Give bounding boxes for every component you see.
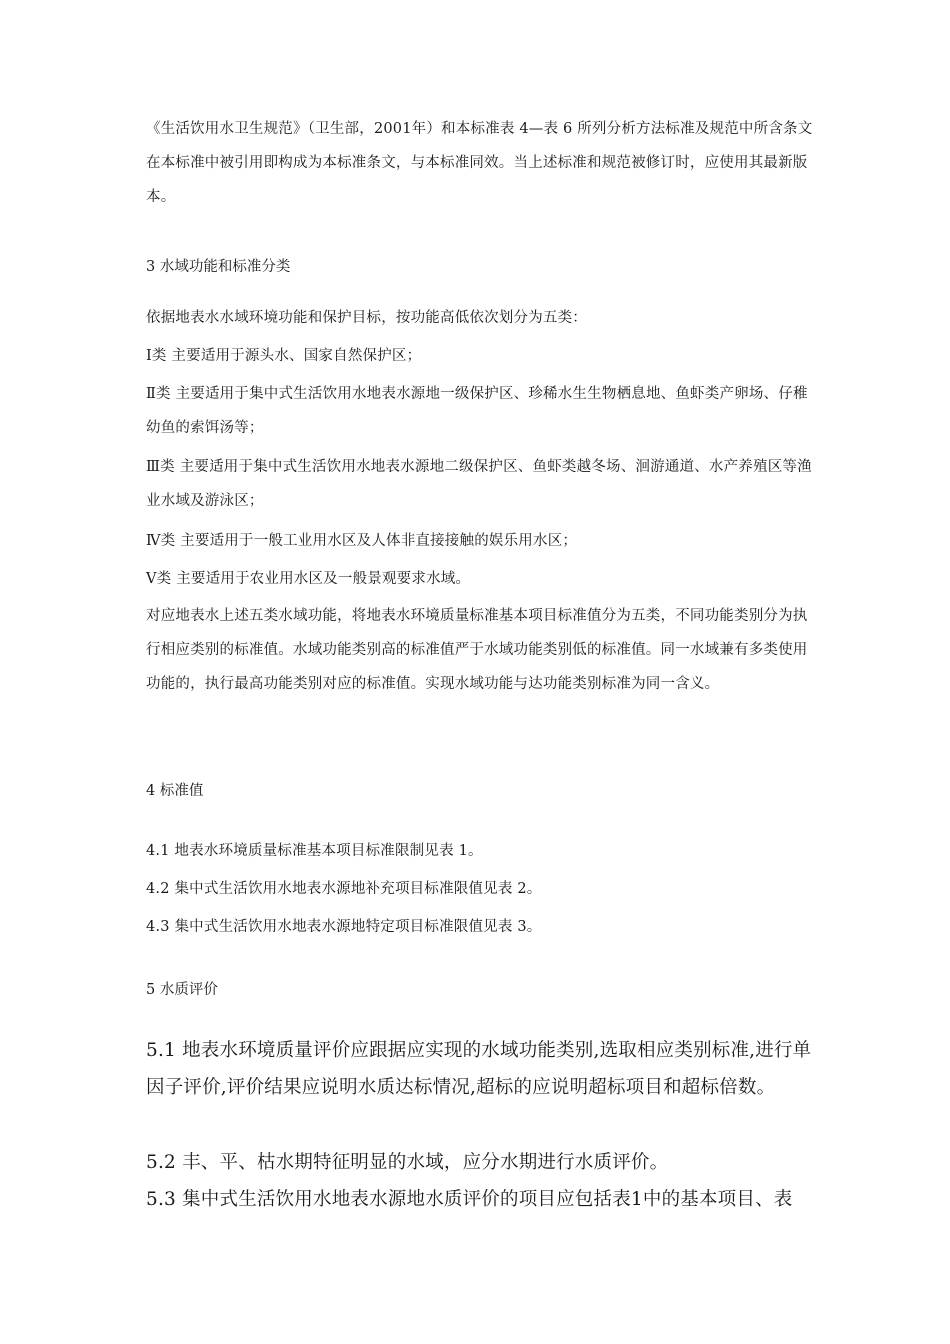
class-4-description: Ⅳ类 主要适用于一般工业用水区及人体非直接接触的娱乐用水区； [146,533,578,549]
section-3-heading: 3 水域功能和标准分类 [146,259,291,275]
section-5-heading: 5 水质评价 [146,982,218,998]
class-1-description: Ⅰ类 主要适用于源头水、国家自然保护区； [146,348,422,364]
class-2-description: Ⅱ类 主要适用于集中式生活饮用水地表水源地一级保护区、珍稀水生生物栖息地、鱼虾类产卵场、仔稚幼鱼的索饵汤等； [146,386,808,436]
section-4-item-2: 4.2 集中式生活饮用水地表水源地补充项目标准限值见表 2。 [146,881,542,897]
class-3-description: Ⅲ类 主要适用于集中式生活饮用水地表水源地二级保护区、鱼虾类越冬场、洄游通道、水产养殖区等渔业水域及游泳区； [146,459,812,509]
section-5-item-1: 5.1 地表水环境质量评价应跟据应实现的水域功能类别,选取相应类别标准,进行单因子评价,评价结果应说明水质达标情况,超标的应说明超标项目和超标倍数。 [146,1040,812,1098]
section-4-item-1: 4.1 地表水环境质量标准基本项目标准限制见表 1。 [146,843,483,859]
class-5-description: Ⅴ类 主要适用于农业用水区及一般景观要求水域。 [146,571,471,587]
section-3-intro: 依据地表水水域环境功能和保护目标，按功能高低依次划分为五类： [146,310,587,326]
section-4-heading: 4 标准值 [146,783,204,799]
section-4-item-3: 4.3 集中式生活饮用水地表水源地特定项目标准限值见表 3。 [146,919,542,935]
section-5-item-2: 5.2 丰、平、枯水期特征明显的水域，应分水期进行水质评价。 [146,1152,669,1173]
section-3-summary: 对应地表水上述五类水域功能，将地表水环境质量标准基本项目标准值分为五类，不同功能类别分为执行相应类别的标准值。水域功能类别高的标准值严于水域功能类别低的标准值。同一水域兼有多类使用功能的，执行最高功能类别对应的标准值。实现水域功能与达功能类别标准为同一含义。 [146,608,808,692]
intro-paragraph: 《生活饮用水卫生规范》（卫生部，2001年）和本标准表 4—表 6 所列分析方法标准及规范中所含条文在本标准中被引用即构成为本标准条文，与本标准同效。当上述标准和规范被修订时，应使用其最新版本。 [146,121,813,205]
section-5-item-3: 5.3 集中式生活饮用水地表水源地水质评价的项目应包括表1中的基本项目、表 [146,1189,793,1210]
